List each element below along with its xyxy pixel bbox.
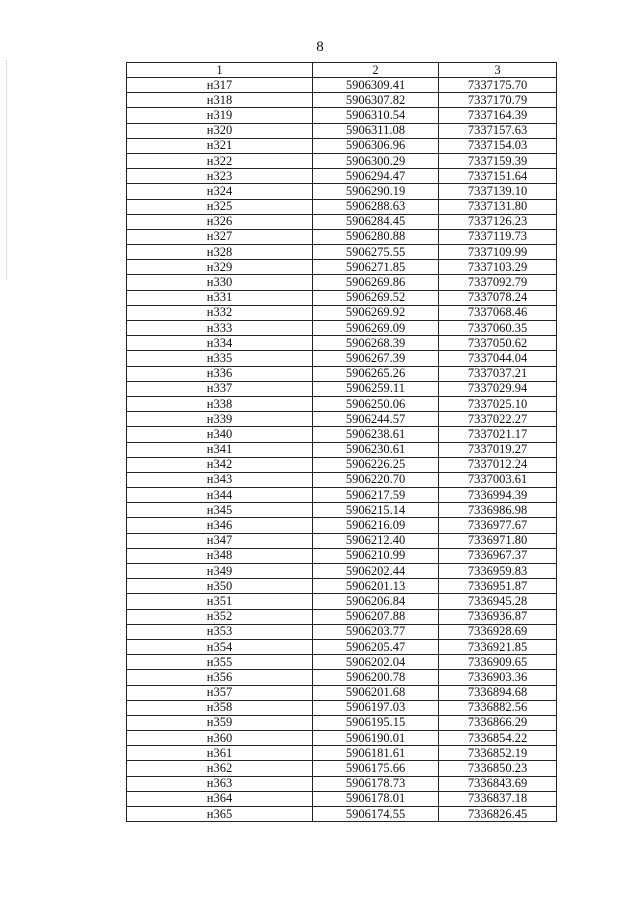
x-coordinate-cell: 5906230.61 xyxy=(313,442,439,457)
y-coordinate-cell: 7337151.64 xyxy=(439,169,557,184)
y-coordinate-cell: 7336837.18 xyxy=(439,791,557,806)
point-id-cell: н317 xyxy=(127,78,313,93)
y-coordinate-cell: 7336854.22 xyxy=(439,731,557,746)
x-coordinate-cell: 5906294.47 xyxy=(313,169,439,184)
table-row xyxy=(127,290,557,305)
x-coordinate-cell: 5906175.66 xyxy=(313,761,439,776)
table-row xyxy=(127,807,557,822)
point-id-cell: н347 xyxy=(127,533,313,548)
point-id-cell: н334 xyxy=(127,336,313,351)
table-row xyxy=(127,78,557,93)
table-row xyxy=(127,381,557,396)
table-row xyxy=(127,761,557,776)
point-id-cell: н346 xyxy=(127,518,313,533)
y-coordinate-cell: 7337019.27 xyxy=(439,442,557,457)
point-id-cell: н327 xyxy=(127,229,313,244)
point-id-cell: н353 xyxy=(127,624,313,639)
point-id-cell: н343 xyxy=(127,472,313,487)
x-coordinate-cell: 5906310.54 xyxy=(313,108,439,123)
x-coordinate-cell: 5906205.47 xyxy=(313,639,439,654)
x-coordinate-cell: 5906215.14 xyxy=(313,503,439,518)
point-id-cell: н329 xyxy=(127,260,313,275)
y-coordinate-cell: 7337068.46 xyxy=(439,305,557,320)
table-row xyxy=(127,533,557,548)
point-id-cell: н321 xyxy=(127,138,313,153)
column-header-2: 2 xyxy=(313,63,439,78)
table-row xyxy=(127,579,557,594)
x-coordinate-cell: 5906288.63 xyxy=(313,199,439,214)
y-coordinate-cell: 7336866.29 xyxy=(439,715,557,730)
table-row xyxy=(127,336,557,351)
x-coordinate-cell: 5906197.03 xyxy=(313,700,439,715)
y-coordinate-cell: 7337175.70 xyxy=(439,78,557,93)
y-coordinate-cell: 7337157.63 xyxy=(439,123,557,138)
point-id-cell: н332 xyxy=(127,305,313,320)
column-header-1: 1 xyxy=(127,63,313,78)
x-coordinate-cell: 5906259.11 xyxy=(313,381,439,396)
x-coordinate-cell: 5906307.82 xyxy=(313,93,439,108)
x-coordinate-cell: 5906300.29 xyxy=(313,153,439,168)
table-row xyxy=(127,488,557,503)
table-row xyxy=(127,396,557,411)
table-row xyxy=(127,503,557,518)
table-row xyxy=(127,700,557,715)
x-coordinate-cell: 5906216.09 xyxy=(313,518,439,533)
x-coordinate-cell: 5906306.96 xyxy=(313,138,439,153)
table-row xyxy=(127,229,557,244)
y-coordinate-cell: 7336909.65 xyxy=(439,655,557,670)
table-row xyxy=(127,305,557,320)
y-coordinate-cell: 7336977.67 xyxy=(439,518,557,533)
table-row xyxy=(127,594,557,609)
y-coordinate-cell: 7337131.80 xyxy=(439,199,557,214)
table-row xyxy=(127,427,557,442)
table-header xyxy=(127,63,557,78)
x-coordinate-cell: 5906250.06 xyxy=(313,396,439,411)
table-row xyxy=(127,351,557,366)
x-coordinate-cell: 5906275.55 xyxy=(313,245,439,260)
x-coordinate-cell: 5906269.52 xyxy=(313,290,439,305)
table-row xyxy=(127,199,557,214)
y-coordinate-cell: 7337021.17 xyxy=(439,427,557,442)
point-id-cell: н359 xyxy=(127,715,313,730)
point-id-cell: н355 xyxy=(127,655,313,670)
x-coordinate-cell: 5906269.86 xyxy=(313,275,439,290)
y-coordinate-cell: 7336843.69 xyxy=(439,776,557,791)
y-coordinate-cell: 7337154.03 xyxy=(439,138,557,153)
table-row xyxy=(127,138,557,153)
y-coordinate-cell: 7337050.62 xyxy=(439,336,557,351)
y-coordinate-cell: 7337103.29 xyxy=(439,260,557,275)
x-coordinate-cell: 5906311.08 xyxy=(313,123,439,138)
point-id-cell: н352 xyxy=(127,609,313,624)
y-coordinate-cell: 7336921.85 xyxy=(439,639,557,654)
point-id-cell: н348 xyxy=(127,548,313,563)
table-row xyxy=(127,776,557,791)
point-id-cell: н358 xyxy=(127,700,313,715)
table-body xyxy=(127,78,557,822)
page-number: 8 xyxy=(316,39,324,55)
table-row xyxy=(127,791,557,806)
x-coordinate-cell: 5906202.04 xyxy=(313,655,439,670)
column-header-3: 3 xyxy=(439,63,557,78)
x-coordinate-cell: 5906244.57 xyxy=(313,412,439,427)
point-id-cell: н342 xyxy=(127,457,313,472)
x-coordinate-cell: 5906206.84 xyxy=(313,594,439,609)
point-id-cell: н339 xyxy=(127,412,313,427)
y-coordinate-cell: 7337003.61 xyxy=(439,472,557,487)
table-row xyxy=(127,715,557,730)
point-id-cell: н338 xyxy=(127,396,313,411)
point-id-cell: н336 xyxy=(127,366,313,381)
table-row xyxy=(127,639,557,654)
table-row xyxy=(127,442,557,457)
point-id-cell: н362 xyxy=(127,761,313,776)
point-id-cell: н357 xyxy=(127,685,313,700)
x-coordinate-cell: 5906212.40 xyxy=(313,533,439,548)
point-id-cell: н364 xyxy=(127,791,313,806)
y-coordinate-cell: 7336850.23 xyxy=(439,761,557,776)
table-row xyxy=(127,518,557,533)
table-row xyxy=(127,670,557,685)
x-coordinate-cell: 5906210.99 xyxy=(313,548,439,563)
y-coordinate-cell: 7337139.10 xyxy=(439,184,557,199)
x-coordinate-cell: 5906207.88 xyxy=(313,609,439,624)
table-row xyxy=(127,685,557,700)
x-coordinate-cell: 5906201.68 xyxy=(313,685,439,700)
point-id-cell: н333 xyxy=(127,321,313,336)
y-coordinate-cell: 7336852.19 xyxy=(439,746,557,761)
point-id-cell: н320 xyxy=(127,123,313,138)
table-row xyxy=(127,472,557,487)
x-coordinate-cell: 5906174.55 xyxy=(313,807,439,822)
y-coordinate-cell: 7337109.99 xyxy=(439,245,557,260)
y-coordinate-cell: 7336971.80 xyxy=(439,533,557,548)
y-coordinate-cell: 7337022.27 xyxy=(439,412,557,427)
point-id-cell: н345 xyxy=(127,503,313,518)
table-row xyxy=(127,275,557,290)
point-id-cell: н337 xyxy=(127,381,313,396)
point-id-cell: н326 xyxy=(127,214,313,229)
x-coordinate-cell: 5906203.77 xyxy=(313,624,439,639)
y-coordinate-cell: 7337044.04 xyxy=(439,351,557,366)
y-coordinate-cell: 7336826.45 xyxy=(439,807,557,822)
x-coordinate-cell: 5906178.73 xyxy=(313,776,439,791)
x-coordinate-cell: 5906267.39 xyxy=(313,351,439,366)
table-row xyxy=(127,412,557,427)
table-row xyxy=(127,321,557,336)
x-coordinate-cell: 5906195.15 xyxy=(313,715,439,730)
point-id-cell: н322 xyxy=(127,153,313,168)
x-coordinate-cell: 5906280.88 xyxy=(313,229,439,244)
coordinates-table xyxy=(126,62,557,822)
y-coordinate-cell: 7336882.56 xyxy=(439,700,557,715)
point-id-cell: н324 xyxy=(127,184,313,199)
y-coordinate-cell: 7337029.94 xyxy=(439,381,557,396)
point-id-cell: н330 xyxy=(127,275,313,290)
y-coordinate-cell: 7337159.39 xyxy=(439,153,557,168)
y-coordinate-cell: 7337119.73 xyxy=(439,229,557,244)
x-coordinate-cell: 5906268.39 xyxy=(313,336,439,351)
point-id-cell: н325 xyxy=(127,199,313,214)
table-row xyxy=(127,746,557,761)
table-row xyxy=(127,245,557,260)
point-id-cell: н354 xyxy=(127,639,313,654)
point-id-cell: н363 xyxy=(127,776,313,791)
point-id-cell: н328 xyxy=(127,245,313,260)
point-id-cell: н356 xyxy=(127,670,313,685)
point-id-cell: н350 xyxy=(127,579,313,594)
y-coordinate-cell: 7336945.28 xyxy=(439,594,557,609)
y-coordinate-cell: 7336951.87 xyxy=(439,579,557,594)
x-coordinate-cell: 5906217.59 xyxy=(313,488,439,503)
point-id-cell: н360 xyxy=(127,731,313,746)
table-row xyxy=(127,366,557,381)
y-coordinate-cell: 7336903.36 xyxy=(439,670,557,685)
y-coordinate-cell: 7336959.83 xyxy=(439,564,557,579)
x-coordinate-cell: 5906269.92 xyxy=(313,305,439,320)
x-coordinate-cell: 5906200.78 xyxy=(313,670,439,685)
table-row xyxy=(127,548,557,563)
y-coordinate-cell: 7336928.69 xyxy=(439,624,557,639)
x-coordinate-cell: 5906190.01 xyxy=(313,731,439,746)
point-id-cell: н361 xyxy=(127,746,313,761)
x-coordinate-cell: 5906238.61 xyxy=(313,427,439,442)
y-coordinate-cell: 7336967.37 xyxy=(439,548,557,563)
x-coordinate-cell: 5906178.01 xyxy=(313,791,439,806)
x-coordinate-cell: 5906181.61 xyxy=(313,746,439,761)
y-coordinate-cell: 7337037.21 xyxy=(439,366,557,381)
point-id-cell: н351 xyxy=(127,594,313,609)
x-coordinate-cell: 5906226.25 xyxy=(313,457,439,472)
y-coordinate-cell: 7336986.98 xyxy=(439,503,557,518)
x-coordinate-cell: 5906269.09 xyxy=(313,321,439,336)
point-id-cell: н331 xyxy=(127,290,313,305)
point-id-cell: н319 xyxy=(127,108,313,123)
point-id-cell: н341 xyxy=(127,442,313,457)
y-coordinate-cell: 7337092.79 xyxy=(439,275,557,290)
y-coordinate-cell: 7337078.24 xyxy=(439,290,557,305)
point-id-cell: н349 xyxy=(127,564,313,579)
table-row xyxy=(127,457,557,472)
y-coordinate-cell: 7337126.23 xyxy=(439,214,557,229)
y-coordinate-cell: 7336936.87 xyxy=(439,609,557,624)
point-id-cell: н318 xyxy=(127,93,313,108)
point-id-cell: н323 xyxy=(127,169,313,184)
table-row xyxy=(127,564,557,579)
table-row xyxy=(127,123,557,138)
x-coordinate-cell: 5906201.13 xyxy=(313,579,439,594)
x-coordinate-cell: 5906202.44 xyxy=(313,564,439,579)
y-coordinate-cell: 7337025.10 xyxy=(439,396,557,411)
table-row xyxy=(127,108,557,123)
table-row xyxy=(127,169,557,184)
y-coordinate-cell: 7337164.39 xyxy=(439,108,557,123)
y-coordinate-cell: 7336994.39 xyxy=(439,488,557,503)
table-row xyxy=(127,609,557,624)
point-id-cell: н335 xyxy=(127,351,313,366)
header-row xyxy=(127,63,557,78)
table-row xyxy=(127,153,557,168)
y-coordinate-cell: 7337060.35 xyxy=(439,321,557,336)
x-coordinate-cell: 5906290.19 xyxy=(313,184,439,199)
x-coordinate-cell: 5906309.41 xyxy=(313,78,439,93)
table-row xyxy=(127,214,557,229)
table-row xyxy=(127,624,557,639)
y-coordinate-cell: 7337170.79 xyxy=(439,93,557,108)
table-row xyxy=(127,184,557,199)
y-coordinate-cell: 7336894.68 xyxy=(439,685,557,700)
scan-margin-marks xyxy=(6,60,8,280)
x-coordinate-cell: 5906271.85 xyxy=(313,260,439,275)
point-id-cell: н344 xyxy=(127,488,313,503)
x-coordinate-cell: 5906265.26 xyxy=(313,366,439,381)
table-row xyxy=(127,93,557,108)
point-id-cell: н340 xyxy=(127,427,313,442)
point-id-cell: н365 xyxy=(127,807,313,822)
table-row xyxy=(127,655,557,670)
x-coordinate-cell: 5906284.45 xyxy=(313,214,439,229)
y-coordinate-cell: 7337012.24 xyxy=(439,457,557,472)
x-coordinate-cell: 5906220.70 xyxy=(313,472,439,487)
table-row xyxy=(127,260,557,275)
table-row xyxy=(127,731,557,746)
